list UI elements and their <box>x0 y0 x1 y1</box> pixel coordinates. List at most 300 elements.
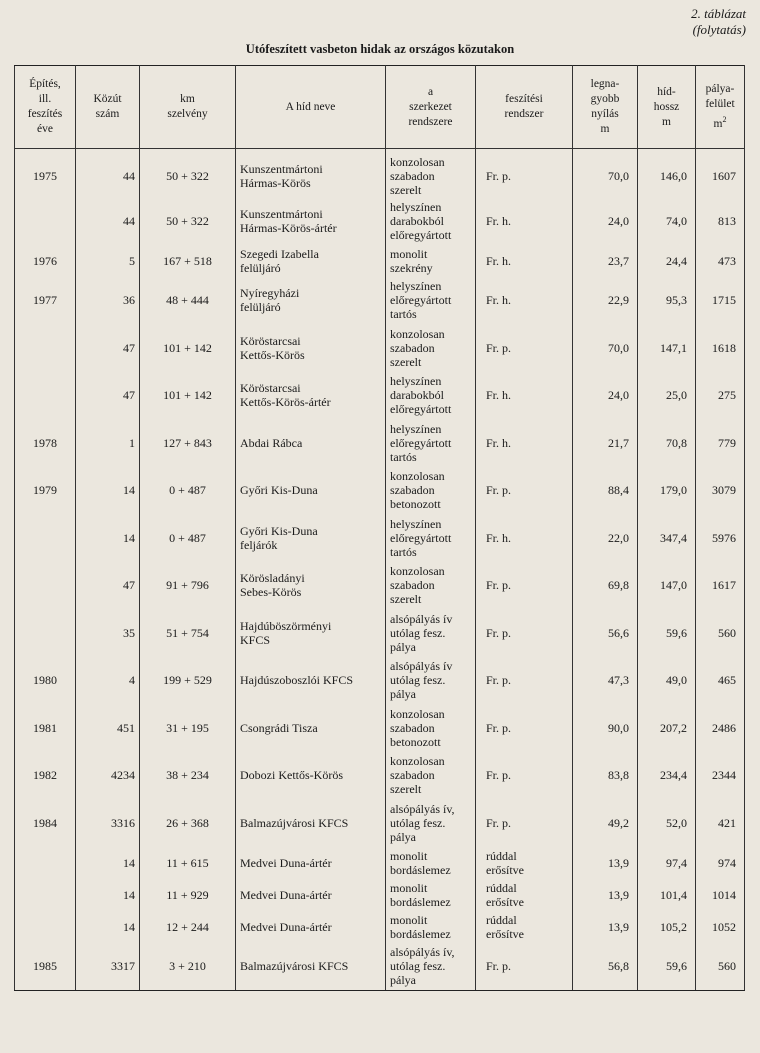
cell-km: 0 + 487 <box>140 514 236 562</box>
cell-road: 451 <box>76 704 140 752</box>
cell-name <box>236 197 386 245</box>
cell-span: 69,8 <box>573 562 638 610</box>
cell-name-line: Kettős-Körös <box>240 347 305 362</box>
cell-surface: 5976 <box>696 514 745 562</box>
cell-structure-line: monolit <box>390 880 428 895</box>
table-number: 2. táblázat <box>691 6 746 21</box>
cell-name <box>236 419 386 467</box>
cell-structure <box>386 324 476 372</box>
cell-km: 48 + 444 <box>140 277 236 325</box>
cell-structure-line: szabadon <box>390 169 435 183</box>
cell-structure-line: pálya <box>390 687 416 702</box>
table-row <box>15 467 745 515</box>
header-surface: pálya- felület $m^2$ <box>696 66 745 149</box>
cell-structure-line: bordáslemez <box>390 894 451 909</box>
header-name: A híd neve <box>236 66 386 149</box>
cell-structure-line: szerelt <box>390 354 422 369</box>
cell-road: 47 <box>76 324 140 372</box>
cell-structure-line: konzolosan <box>390 706 445 721</box>
cell-year <box>15 879 76 911</box>
cell-structure <box>386 419 476 467</box>
cell-span: 70,0 <box>573 149 638 198</box>
table-row <box>15 911 745 943</box>
cell-length: 97,4 <box>638 847 696 879</box>
cell-km: 167 + 518 <box>140 245 236 277</box>
bridges-table <box>14 65 745 991</box>
cell-road: 1 <box>76 419 140 467</box>
cell-length: 147,0 <box>638 562 696 610</box>
cell-span: 13,9 <box>573 847 638 879</box>
cell-structure <box>386 245 476 277</box>
cell-tension-line: Fr. h. <box>486 530 512 545</box>
cell-tension <box>476 245 573 277</box>
cell-surface: 813 <box>696 197 745 245</box>
cell-tension <box>476 277 573 325</box>
cell-structure-line: szabadon <box>390 483 435 498</box>
header-road: Közút szám <box>76 66 140 149</box>
cell-surface: 1617 <box>696 562 745 610</box>
cell-span: 47,3 <box>573 657 638 705</box>
cell-road: 14 <box>76 514 140 562</box>
cell-tension <box>476 467 573 515</box>
cell-name-line: Hármas-Körös-ártér <box>240 220 337 235</box>
cell-structure-line: szerelt <box>390 183 422 197</box>
cell-structure-line: szabadon <box>390 720 435 735</box>
cell-km: 199 + 529 <box>140 657 236 705</box>
cell-road: 14 <box>76 879 140 911</box>
cell-structure <box>386 847 476 879</box>
cell-structure <box>386 609 476 657</box>
cell-length: 24,4 <box>638 245 696 277</box>
cell-structure-line: szerelt <box>390 592 422 607</box>
cell-surface: 974 <box>696 847 745 879</box>
cell-structure-line: előregyártott <box>390 402 452 417</box>
cell-structure <box>386 562 476 610</box>
cell-length: 105,2 <box>638 911 696 943</box>
cell-structure-line: tartós <box>390 544 417 559</box>
cell-tension <box>476 372 573 420</box>
cell-road: 44 <box>76 149 140 198</box>
cell-span: 22,0 <box>573 514 638 562</box>
cell-structure <box>386 657 476 705</box>
cell-structure-line: előregyártott <box>390 293 452 308</box>
cell-span: 22,9 <box>573 277 638 325</box>
cell-year: 1982 <box>15 752 76 800</box>
cell-year: 1977 <box>15 277 76 325</box>
cell-tension-line: rúddal <box>486 880 517 895</box>
cell-tension <box>476 149 573 198</box>
cell-tension-line: Fr. h. <box>486 253 512 268</box>
cell-structure-line: monolit <box>390 246 428 261</box>
cell-tension-line: Fr. p. <box>486 169 512 183</box>
cell-length: 146,0 <box>638 149 696 198</box>
cell-name <box>236 609 386 657</box>
cell-tension <box>476 609 573 657</box>
cell-length: 59,6 <box>638 609 696 657</box>
cell-tension <box>476 879 573 911</box>
table-row <box>15 609 745 657</box>
cell-name-line: Köröstarcsai <box>240 333 301 348</box>
cell-km: 12 + 244 <box>140 911 236 943</box>
cell-structure-line: utólag fesz. <box>390 625 446 640</box>
table-body <box>15 149 745 991</box>
table-row <box>15 879 745 911</box>
table-row <box>15 277 745 325</box>
cell-year: 1985 <box>15 943 76 991</box>
cell-tension-line: Fr. p. <box>486 720 512 735</box>
cell-length: 74,0 <box>638 197 696 245</box>
cell-structure-line: konzolosan <box>390 564 445 579</box>
cell-name-line: Körösladányi <box>240 571 305 586</box>
cell-structure-line: helyszínen <box>390 516 442 531</box>
cell-year: 1978 <box>15 419 76 467</box>
cell-tension <box>476 657 573 705</box>
cell-span: 13,9 <box>573 911 638 943</box>
cell-length: 59,6 <box>638 943 696 991</box>
cell-year <box>15 372 76 420</box>
cell-length: 179,0 <box>638 467 696 515</box>
table-row <box>15 799 745 847</box>
cell-structure-line: pálya <box>390 639 416 654</box>
cell-year: 1979 <box>15 467 76 515</box>
cell-length: 147,1 <box>638 324 696 372</box>
cell-km: 127 + 843 <box>140 419 236 467</box>
cell-tension-line: Fr. p. <box>486 673 512 688</box>
cell-tension <box>476 847 573 879</box>
cell-year: 1980 <box>15 657 76 705</box>
cell-km: 50 + 322 <box>140 149 236 198</box>
cell-tension <box>476 799 573 847</box>
table-caption <box>691 6 746 38</box>
cell-name <box>236 562 386 610</box>
cell-span: 13,9 <box>573 879 638 911</box>
cell-surface: 3079 <box>696 467 745 515</box>
cell-km: 0 + 487 <box>140 467 236 515</box>
cell-name <box>236 324 386 372</box>
table-row <box>15 943 745 991</box>
table-row <box>15 562 745 610</box>
cell-tension <box>476 562 573 610</box>
cell-km: 38 + 234 <box>140 752 236 800</box>
cell-span: 56,8 <box>573 943 638 991</box>
cell-structure <box>386 149 476 198</box>
cell-name-line: Medvei Duna-ártér <box>240 919 332 934</box>
cell-structure-line: monolit <box>390 848 428 863</box>
cell-name-line: Győri Kis-Duna <box>240 523 318 538</box>
cell-structure <box>386 277 476 325</box>
cell-tension <box>476 704 573 752</box>
cell-year <box>15 847 76 879</box>
cell-year <box>15 324 76 372</box>
cell-structure <box>386 704 476 752</box>
cell-year <box>15 197 76 245</box>
cell-span: 24,0 <box>573 197 638 245</box>
table-row <box>15 197 745 245</box>
cell-name <box>236 514 386 562</box>
cell-road: 14 <box>76 911 140 943</box>
header-structure: a szerkezet rendszere <box>386 66 476 149</box>
cell-surface: 560 <box>696 943 745 991</box>
cell-structure-line: pálya <box>390 973 416 987</box>
cell-span: 21,7 <box>573 419 638 467</box>
cell-structure <box>386 943 476 991</box>
cell-tension-line: Fr. p. <box>486 959 512 973</box>
cell-year <box>15 562 76 610</box>
cell-structure <box>386 911 476 943</box>
cell-name-line: Sebes-Körös <box>240 585 302 600</box>
cell-tension-line: erősítve <box>486 862 524 877</box>
cell-tension-line: Fr. p. <box>486 578 512 593</box>
cell-structure-line: helyszínen <box>390 374 442 389</box>
cell-structure-line: előregyártott <box>390 530 452 545</box>
cell-length: 347,4 <box>638 514 696 562</box>
cell-name <box>236 847 386 879</box>
cell-structure-line: tartós <box>390 307 417 322</box>
cell-name-line: Medvei Duna-ártér <box>240 887 332 902</box>
cell-span: 90,0 <box>573 704 638 752</box>
cell-road: 4234 <box>76 752 140 800</box>
cell-road: 44 <box>76 197 140 245</box>
cell-road: 5 <box>76 245 140 277</box>
cell-km: 50 + 322 <box>140 197 236 245</box>
cell-surface: 465 <box>696 657 745 705</box>
cell-name-line: Kettős-Körös-ártér <box>240 395 331 410</box>
cell-km: 91 + 796 <box>140 562 236 610</box>
cell-tension-line: Fr. p. <box>486 625 512 640</box>
cell-length: 49,0 <box>638 657 696 705</box>
cell-span: 88,4 <box>573 467 638 515</box>
cell-structure-line: előregyártott <box>390 227 452 242</box>
cell-tension-line: Fr. h. <box>486 388 512 403</box>
cell-length: 207,2 <box>638 704 696 752</box>
cell-name-line: Hajdúböszörményi <box>240 618 332 633</box>
cell-surface: 2344 <box>696 752 745 800</box>
header-length: híd- hossz m <box>638 66 696 149</box>
cell-name <box>236 943 386 991</box>
cell-structure-line: alsópályás ív, <box>390 945 455 959</box>
cell-year <box>15 911 76 943</box>
cell-name-line: KFCS <box>240 632 271 647</box>
cell-length: 70,8 <box>638 419 696 467</box>
cell-surface: 779 <box>696 419 745 467</box>
table-continuation: (folytatás) <box>692 22 746 37</box>
cell-structure <box>386 372 476 420</box>
cell-road: 14 <box>76 467 140 515</box>
cell-surface: 1014 <box>696 879 745 911</box>
cell-name <box>236 799 386 847</box>
cell-road: 3316 <box>76 799 140 847</box>
cell-name-line: Csongrádi Tisza <box>240 720 318 735</box>
cell-structure <box>386 879 476 911</box>
cell-surface: 1052 <box>696 911 745 943</box>
cell-km: 26 + 368 <box>140 799 236 847</box>
cell-name-line: Hármas-Körös <box>240 176 311 190</box>
cell-name-line: Abdai Rábca <box>240 435 303 450</box>
cell-road: 47 <box>76 372 140 420</box>
cell-year <box>15 609 76 657</box>
cell-name <box>236 752 386 800</box>
cell-tension-line: Fr. h. <box>486 435 512 450</box>
header-row <box>15 66 745 149</box>
cell-surface: 1618 <box>696 324 745 372</box>
cell-tension-line: Fr. p. <box>486 815 512 830</box>
cell-length: 234,4 <box>638 752 696 800</box>
table-row <box>15 372 745 420</box>
cell-name-line: Köröstarcsai <box>240 381 301 396</box>
cell-structure-line: helyszínen <box>390 279 442 294</box>
cell-name <box>236 277 386 325</box>
cell-name <box>236 467 386 515</box>
page-title: Utófeszített vasbeton hidak az országos közutakon <box>245 42 515 56</box>
cell-name-line: Balmazújvárosi KFCS <box>240 815 349 830</box>
cell-structure-line: konzolosan <box>390 155 445 169</box>
cell-structure-line: bordáslemez <box>390 862 451 877</box>
cell-tension-line: rúddal <box>486 912 517 927</box>
cell-km: 11 + 929 <box>140 879 236 911</box>
cell-name-line: Hajdúszoboszlói KFCS <box>240 673 354 688</box>
cell-km: 101 + 142 <box>140 372 236 420</box>
header-tension: feszítési rendszer <box>476 66 573 149</box>
cell-tension-line: Fr. p. <box>486 768 512 783</box>
cell-structure-line: szekrény <box>390 260 433 275</box>
cell-span: 23,7 <box>573 245 638 277</box>
cell-tension <box>476 911 573 943</box>
cell-structure-line: helyszínen <box>390 199 442 214</box>
cell-span: 83,8 <box>573 752 638 800</box>
cell-surface: 1607 <box>696 149 745 198</box>
cell-name-line: Kunszentmártoni <box>240 162 323 176</box>
cell-name <box>236 372 386 420</box>
cell-structure-line: alsópályás ív <box>390 611 453 626</box>
cell-structure-line: konzolosan <box>390 754 445 769</box>
cell-structure-line: tartós <box>390 449 417 464</box>
cell-structure-line: szabadon <box>390 578 435 593</box>
cell-year: 1976 <box>15 245 76 277</box>
table-row <box>15 704 745 752</box>
cell-tension <box>476 752 573 800</box>
cell-structure <box>386 799 476 847</box>
cell-tension <box>476 324 573 372</box>
cell-road: 47 <box>76 562 140 610</box>
cell-km: 31 + 195 <box>140 704 236 752</box>
table-row <box>15 419 745 467</box>
cell-road: 3317 <box>76 943 140 991</box>
cell-year: 1975 <box>15 149 76 198</box>
cell-name <box>236 657 386 705</box>
cell-span: 49,2 <box>573 799 638 847</box>
cell-name-line: feljárók <box>240 537 278 552</box>
cell-length: 95,3 <box>638 277 696 325</box>
cell-surface: 560 <box>696 609 745 657</box>
table-row <box>15 752 745 800</box>
table-row <box>15 149 745 198</box>
cell-tension <box>476 197 573 245</box>
cell-span: 56,6 <box>573 609 638 657</box>
cell-structure-line: pálya <box>390 829 416 844</box>
header-span: legna- gyobb nyílás m <box>573 66 638 149</box>
cell-length: 52,0 <box>638 799 696 847</box>
cell-structure <box>386 467 476 515</box>
cell-structure-line: szerelt <box>390 782 422 797</box>
cell-structure-line: szabadon <box>390 340 435 355</box>
cell-name-line: Nyíregyházi <box>240 286 300 301</box>
cell-structure-line: konzolosan <box>390 326 445 341</box>
cell-name <box>236 245 386 277</box>
cell-name-line: Medvei Duna-ártér <box>240 855 332 870</box>
cell-span: 24,0 <box>573 372 638 420</box>
cell-structure-line: bordáslemez <box>390 926 451 941</box>
cell-year: 1981 <box>15 704 76 752</box>
cell-structure-line: betonozott <box>390 497 441 512</box>
cell-name-line: Szegedi Izabella <box>240 246 319 261</box>
cell-year: 1984 <box>15 799 76 847</box>
cell-tension <box>476 514 573 562</box>
cell-tension-line: Fr. p. <box>486 340 512 355</box>
cell-road: 14 <box>76 847 140 879</box>
cell-name <box>236 911 386 943</box>
cell-length: 25,0 <box>638 372 696 420</box>
cell-structure-line: utólag fesz. <box>390 959 446 973</box>
table-row <box>15 324 745 372</box>
cell-structure-line: szabadon <box>390 768 435 783</box>
cell-tension-line: Fr. h. <box>486 213 512 228</box>
cell-tension <box>476 943 573 991</box>
cell-tension-line: erősítve <box>486 894 524 909</box>
cell-km: 51 + 754 <box>140 609 236 657</box>
cell-structure-line: alsópályás ív <box>390 659 453 674</box>
cell-name-line: Győri Kis-Duna <box>240 483 318 498</box>
cell-structure <box>386 752 476 800</box>
cell-tension-line: Fr. h. <box>486 293 512 308</box>
cell-year <box>15 514 76 562</box>
cell-name-line: Kunszentmártoni <box>240 206 323 221</box>
cell-name <box>236 704 386 752</box>
cell-structure-line: darabokból <box>390 388 444 403</box>
cell-tension-line: Fr. p. <box>486 483 512 498</box>
cell-name-line: Balmazújvárosi KFCS <box>240 959 349 973</box>
cell-structure-line: darabokból <box>390 213 444 228</box>
table-row <box>15 245 745 277</box>
cell-name-line: felüljáró <box>240 260 281 275</box>
cell-surface: 473 <box>696 245 745 277</box>
cell-surface: 1715 <box>696 277 745 325</box>
header-km: km szelvény <box>140 66 236 149</box>
cell-structure-line: utólag fesz. <box>390 815 446 830</box>
cell-structure-line: alsópályás ív, <box>390 801 455 816</box>
cell-name <box>236 149 386 198</box>
table-row <box>15 514 745 562</box>
cell-km: 3 + 210 <box>140 943 236 991</box>
table-row <box>15 847 745 879</box>
cell-tension-line: rúddal <box>486 848 517 863</box>
cell-structure-line: betonozott <box>390 734 441 749</box>
cell-name <box>236 879 386 911</box>
cell-surface: 421 <box>696 799 745 847</box>
cell-structure-line: konzolosan <box>390 469 445 484</box>
cell-road: 36 <box>76 277 140 325</box>
table-row <box>15 657 745 705</box>
cell-span: 70,0 <box>573 324 638 372</box>
cell-tension-line: erősítve <box>486 926 524 941</box>
cell-structure <box>386 197 476 245</box>
cell-road: 4 <box>76 657 140 705</box>
cell-tension <box>476 419 573 467</box>
header-year: Építés, ill. feszítés éve <box>15 66 76 149</box>
cell-road: 35 <box>76 609 140 657</box>
cell-length: 101,4 <box>638 879 696 911</box>
cell-structure-line: utólag fesz. <box>390 673 446 688</box>
cell-km: 101 + 142 <box>140 324 236 372</box>
